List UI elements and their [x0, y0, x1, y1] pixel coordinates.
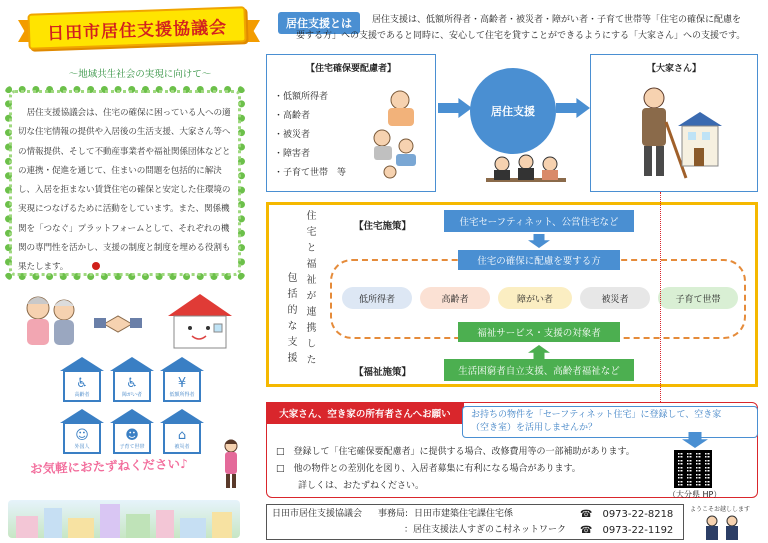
target-low-income-icon: ¥ 低額所得者	[160, 357, 204, 403]
framework-vertical-2: 包括的な支援	[285, 272, 296, 368]
intro-text: 居住支援協議会は、住宅の確保に困っている人への適切な住宅情報の提供や入居後の生活支援、大家さん等への情報提供、そして不動産事業者や福祉関係団体などとの連携・促進を通じて、住まいの問題を包括的に解決し、入居を拒まない賃貸住宅の確保と安定した住環境の実現につなげるために活動をしています。また、関係機関を「つなぐ」プラットフォームとして、それぞれの機関の専門性を活かし、支援の制度と制度を埋める役割も果たします。	[18, 108, 231, 273]
footer-office-label: 事務局:	[378, 509, 409, 519]
connector-line	[660, 192, 661, 404]
request-heading: 大家さん、空き家の所有者さんへお願い	[266, 402, 464, 424]
group-pill-disaster: 被災者	[580, 287, 650, 309]
group-pill-family: 子育て世帯	[658, 287, 738, 309]
needs-item: ・高齢者	[274, 111, 311, 121]
target-foreigner-icon: ☺ 外国人	[60, 409, 104, 455]
illustration-row	[18, 290, 248, 350]
welfare-policy-label: 【福祉施策】	[354, 367, 412, 378]
needs-bar: 住宅の確保に配慮を要する方	[458, 250, 620, 270]
target-elderly-icon: ♿ 高齢者	[60, 357, 104, 403]
needs-list	[274, 88, 346, 183]
bubble-line-1: お持ちの物件を「セーフティネット住宅」に登録して、空き家	[471, 410, 722, 420]
target-family-icon: ☻ 子育て世帯	[110, 409, 154, 455]
framework-vertical-1: 住宅と福祉が連携した	[304, 210, 315, 370]
needs-item: ・障害者	[274, 149, 311, 159]
needs-item: ・低額所得者	[274, 92, 329, 102]
landlord-panel-heading: 【大家さん】	[646, 64, 701, 74]
welcome-text: ようこそお越しします	[690, 506, 751, 513]
center-support-circle: 居住支援	[470, 68, 556, 154]
page-title: 日田市居住支援協議会	[46, 17, 228, 44]
request-point-3: 詳しくは、おたずねください。	[298, 481, 425, 491]
needs-item: ・子育て世帯 等	[274, 168, 347, 178]
qr-code[interactable]	[674, 450, 712, 488]
group-pill-elderly: 高齢者	[420, 287, 490, 309]
housing-policy-label: 【住宅施策】	[354, 221, 412, 232]
title-banner	[27, 6, 246, 50]
qr-caption: （大分県 HP）	[668, 490, 722, 499]
footer-office-1: 日田市建築住宅課住宅係	[414, 509, 514, 519]
footer-office-2: ：居住支援法人すぎのこ村ネットワーク	[404, 525, 567, 535]
staff-pair-icon	[700, 514, 746, 540]
housing-policy-bar: 住宅セーフティネット、公営住宅など	[444, 210, 634, 232]
footer-org: 日田市居住支援協議会	[272, 509, 363, 519]
request-point-2: □ 他の物件との差別化を図り、入居者募集に有利になる場合があります。	[276, 464, 581, 474]
group-pill-disability: 障がい者	[498, 287, 572, 309]
illustration-svg	[18, 290, 248, 350]
target-disaster-icon: ⌂ 被災者	[160, 409, 204, 455]
subtitle: ～地域共生社会の実現に向けて～	[68, 69, 212, 80]
contact-message: お気軽におたずねください♪	[29, 455, 189, 477]
request-point-1: □ 登録して「住宅確保要配慮者」に提供する場合、改修費用等の一部補助があります。	[276, 447, 635, 457]
needs-people-icon	[370, 86, 430, 182]
welfare-targets-bar: 福祉サービス・支援の対象者	[458, 322, 620, 342]
footer-tel-2[interactable]: ☎ 0973-22-1192	[580, 525, 674, 536]
arrow-right-icon	[556, 98, 590, 118]
needs-panel-heading: 【住宅確保要配慮者】	[305, 64, 396, 74]
town-illustration	[8, 500, 240, 538]
arrow-right-icon	[438, 98, 472, 118]
definition-tag: 居住支援とは	[278, 12, 360, 34]
target-disability-icon: ♿ 障がい者	[110, 357, 154, 403]
bubble-line-2: （空き室）を活用しませんか？	[471, 423, 598, 433]
needs-item: ・被災者	[274, 130, 311, 140]
footer-tel-1[interactable]: ☎ 0973-22-8218	[580, 509, 674, 520]
ladybug-icon	[92, 262, 100, 270]
landlord-icon	[628, 82, 724, 186]
request-bubble	[462, 406, 758, 438]
handshake-icon	[94, 316, 142, 332]
welfare-policy-bar: 生活困窮者自立支援、高齢者福祉など	[444, 359, 634, 381]
staff-woman-icon	[220, 438, 242, 490]
group-pill-low-income: 低所得者	[342, 287, 412, 309]
definition-line-1: 居住支援は、低額所得者・高齢者・被災者・障がい者・子育て世帯等「住宅の確保に配慮を	[372, 15, 742, 25]
target-icon-grid	[60, 357, 200, 455]
elderly-couple-icon	[27, 297, 74, 345]
smiling-house-icon	[168, 294, 232, 348]
consultation-icon	[486, 152, 566, 190]
definition-line-2: 要する方」への支援であると同時に、安心して住宅を貸すことができるようにする「大家さん」への支援です。	[296, 31, 746, 41]
